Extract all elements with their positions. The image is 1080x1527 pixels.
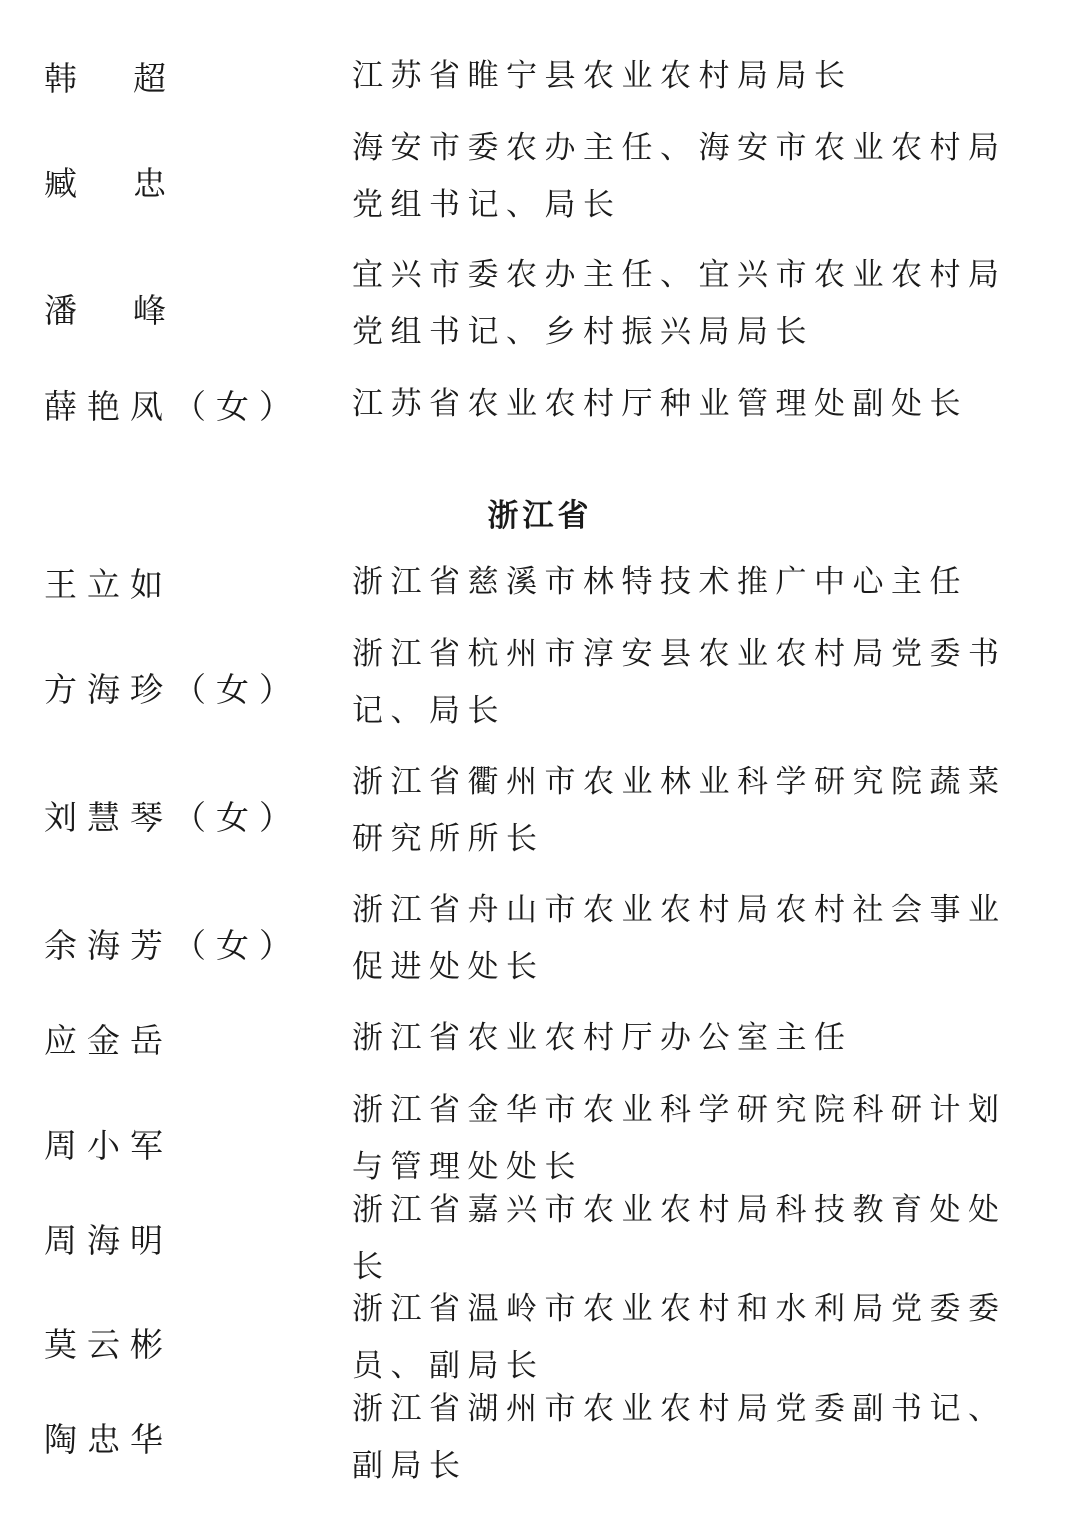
list-item — [0, 120, 1080, 234]
list-item — [0, 1281, 1080, 1395]
person-name: 周海明 — [44, 1221, 173, 1260]
person-name: 薛艳凤（女） — [44, 387, 302, 426]
person-title: 江苏省睢宁县农业农村局局长 — [352, 58, 853, 94]
person-name: 陶忠华 — [44, 1420, 173, 1459]
list-item — [0, 247, 1080, 361]
person-name: 潘峰 — [44, 291, 222, 330]
person-name: 应金岳 — [44, 1021, 173, 1060]
person-title: 宜兴市委农办主任、宜兴市农业农村局党组书记、乡村振兴局局长 — [352, 257, 1007, 350]
person-name: 刘慧琴（女） — [44, 798, 302, 837]
person-title: 江苏省农业农村厅种业管理处副处长 — [352, 386, 968, 422]
list-item — [0, 754, 1080, 868]
person-title: 浙江省温岭市农业农村和水利局党委委员、副局长 — [352, 1291, 1007, 1384]
person-title: 浙江省湖州市农业农村局党委副书记、副局长 — [352, 1390, 1007, 1484]
section-heading: 浙江省 — [487, 498, 593, 534]
person-name: 周小军 — [44, 1126, 173, 1165]
list-item — [0, 376, 1080, 433]
person-name: 王立如 — [44, 565, 173, 604]
person-title: 浙江省舟山市农业农村局农村社会事业促进处处长 — [352, 892, 1007, 985]
person-name: 臧忠 — [44, 164, 222, 203]
list-item — [0, 1390, 1080, 1484]
list-item — [0, 48, 1080, 105]
list-item — [0, 554, 1080, 611]
person-name: 韩超 — [44, 59, 222, 98]
person-title: 浙江省杭州市淳安县农业农村局党委书记、局长 — [352, 636, 1007, 729]
list-item — [0, 626, 1080, 740]
list-item — [0, 1191, 1080, 1285]
person-title: 浙江省金华市农业科学研究院科研计划与管理处处长 — [352, 1092, 1007, 1185]
person-title: 浙江省衢州市农业林业科学研究院蔬菜研究所所长 — [352, 764, 1007, 857]
list-item — [0, 882, 1080, 996]
list-item — [0, 1082, 1080, 1196]
person-title: 浙江省慈溪市林特技术推广中心主任 — [352, 564, 968, 600]
person-name: 方海珍（女） — [44, 670, 302, 709]
person-name: 余海芳（女） — [44, 926, 302, 965]
person-name: 莫云彬 — [44, 1325, 173, 1364]
person-title: 海安市委农办主任、海安市农业农村局党组书记、局长 — [352, 130, 1007, 223]
person-title: 浙江省农业农村厅办公室主任 — [352, 1020, 853, 1056]
list-item — [0, 1010, 1080, 1067]
person-title: 浙江省嘉兴市农业农村局科技教育处处长 — [352, 1191, 1007, 1285]
